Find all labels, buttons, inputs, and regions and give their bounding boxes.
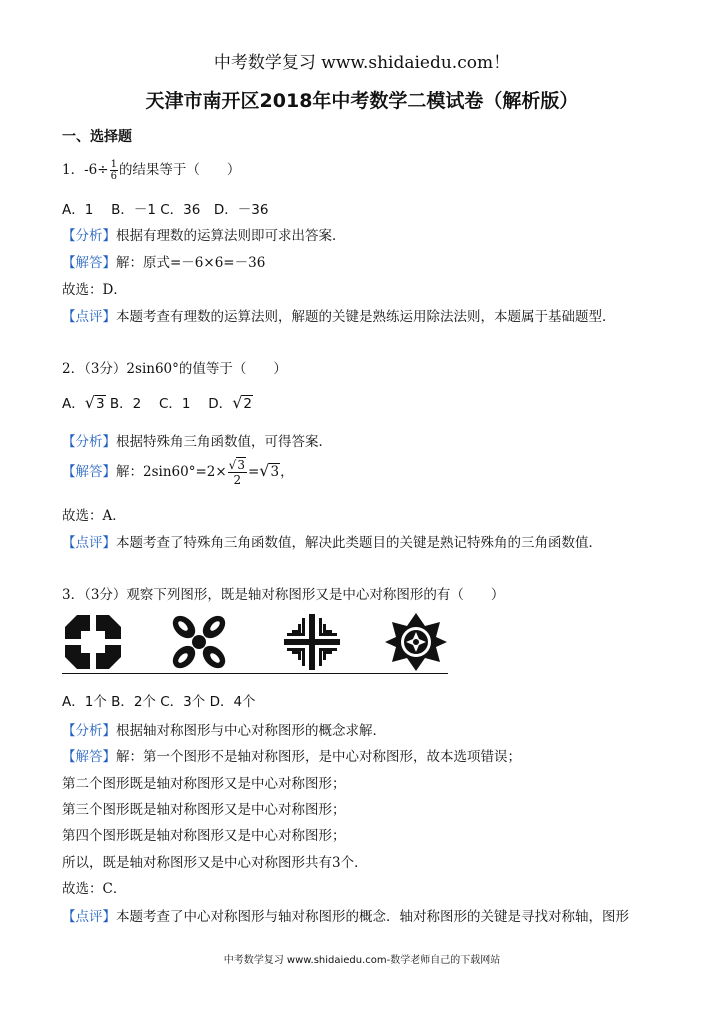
q3-answer-text: 解：第一个图形不是轴对称图形，是中心对称图形，故本选项错误； (116, 749, 521, 765)
q3-answer-tag: 【解答】 (62, 749, 116, 765)
q2-analysis (62, 430, 332, 450)
q2-sqrt-a (85, 393, 106, 412)
q1-conclusion: 故选：D． (62, 282, 127, 298)
q1-frac-den: 6 (110, 171, 117, 182)
q3-analysis-text: 根据轴对称图形与中心对称图形的概念求解． (116, 723, 386, 739)
q3-line-5: 所以，既是轴对称图形又是中心对称图形共有3个． (62, 855, 368, 871)
q2-answer-fraction (228, 458, 247, 487)
q2-opt-bcd: B．2 C．1 D． (105, 396, 233, 412)
q1-answer (62, 251, 265, 271)
q2-answer-radicand: 3 (270, 464, 280, 480)
q3-analysis (62, 719, 386, 739)
sqrt-icon: √ (232, 393, 243, 412)
q2-options (62, 392, 253, 412)
q2-sqrt-a-radicand: 3 (95, 396, 105, 412)
q2-stem: 2．（3分）2sin60°的值等于（ ） (62, 361, 287, 377)
section-heading: 一、选择题 (62, 129, 132, 145)
page-header: 中考数学复习 www.shidaiedu.com！ (213, 53, 511, 73)
figure-4-star (384, 612, 448, 672)
q1-answer-text: 解：原式=－6×6=－36 (116, 255, 266, 271)
q2-answer-frac-den: 2 (233, 473, 242, 487)
q2-answer-prefix: 解：2sin60°=2× (116, 464, 227, 480)
q1-options: A．1 B．－1 C．36 D．－36 (62, 202, 269, 218)
q2-answer-frac-radicand: 3 (237, 458, 245, 472)
figure-2-x-knot (166, 612, 232, 672)
q3-analysis-tag: 【分析】 (62, 723, 116, 739)
q3-line-4: 第四个图形既是轴对称图形又是中心对称图形； (62, 828, 346, 844)
q1-prefix: 1．-6÷ (62, 162, 109, 178)
q1-answer-tag: 【解答】 (62, 255, 116, 271)
q2-answer-frac-num (228, 458, 247, 473)
figure-divider (62, 673, 448, 674)
q1-review-tag: 【点评】 (62, 309, 116, 325)
q1-analysis-tag: 【分析】 (62, 228, 116, 244)
q1-frac-num: 1 (110, 159, 117, 170)
q3-line-3: 第三个图形既是轴对称图形又是中心对称图形； (62, 802, 346, 818)
q3-review-text: 本题考查了中心对称图形与轴对称图形的概念．轴对称图形的关键是寻找对称轴，图形 (116, 909, 629, 925)
page-footer: 中考数学复习 www.shidaiedu.com-数学老师自己的下载网站 (223, 955, 501, 966)
q1-fraction (110, 159, 118, 182)
page-title: 天津市南开区2018年中考数学二模试卷（解析版） (145, 90, 579, 112)
q3-conclusion: 故选：C． (62, 881, 127, 897)
q2-analysis-tag: 【分析】 (62, 434, 116, 450)
figure-3-cross (280, 612, 344, 672)
q3-figures (62, 612, 448, 672)
q2-opt-a: A． (62, 396, 85, 412)
q1-review (62, 305, 616, 325)
q1-review-text: 本题考查有理数的运算法则，解题的关键是熟练运用除法法则，本题属于基础题型． (116, 309, 616, 325)
q2-review (62, 531, 602, 551)
sqrt-icon: √ (228, 458, 237, 472)
q3-options: A．1个 B．2个 C．3个 D．4个 (62, 694, 256, 710)
q2-conclusion: 故选：A． (62, 508, 126, 524)
q2-answer-eq: = (247, 464, 260, 480)
sqrt-icon: √ (259, 461, 270, 480)
q2-analysis-text: 根据特殊角三角函数值，可得答案． (116, 434, 332, 450)
q2-answer-sqrt (259, 461, 280, 480)
q1-suffix: 的结果等于（ ） (118, 162, 241, 178)
q2-sqrt-d-radicand: 2 (243, 396, 252, 412)
q3-review (62, 905, 629, 925)
q3-review-tag: 【点评】 (62, 909, 116, 925)
q1-analysis (62, 224, 346, 244)
q1-stem (62, 158, 240, 182)
q2-answer-suffix: ， (280, 464, 294, 480)
q2-review-tag: 【点评】 (62, 535, 116, 551)
q2-sqrt-d (232, 393, 253, 412)
q2-answer (62, 458, 294, 487)
q3-line-2: 第二个图形既是轴对称图形又是中心对称图形； (62, 776, 346, 792)
q3-stem: 3．（3分）观察下列图形，既是轴对称图形又是中心对称图形的有（ ） (62, 587, 505, 603)
q2-review-text: 本题考查了特殊角三角函数值，解决此类题目的关键是熟记特殊角的三角函数值． (116, 535, 602, 551)
sqrt-icon: √ (84, 393, 95, 412)
figure-1-square-logo (62, 612, 124, 672)
q2-answer-tag: 【解答】 (62, 464, 116, 480)
q1-analysis-text: 根据有理数的运算法则即可求出答案． (116, 228, 346, 244)
q3-answer (62, 745, 521, 765)
